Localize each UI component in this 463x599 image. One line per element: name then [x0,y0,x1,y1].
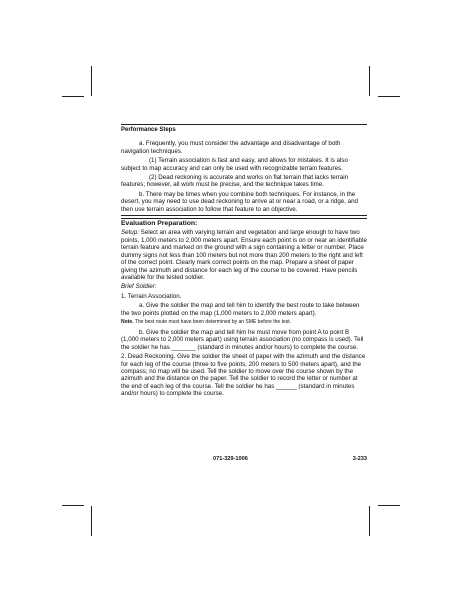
step-a1: (1) Terrain association is fast and easy, and allows for mistakes. It is also subject to map accuracy and can only be used with recognizable terrain features. [121,157,348,172]
setup-paragraph [121,229,367,281]
evaluation-heading: Evaluation Preparation: [121,218,367,227]
step-a2: (2) Dead reckoning is accurate and works on flat terrain that lacks terrain features; however, all work must be precise, and the technique takes time. [121,174,349,189]
crop-mark [91,506,92,536]
step-b: b. There may be times when you combine both techniques. For instance, in the desert, you may need to use dead reckoning to arrive at or near a road, or a ridge, and then use terrain association to follow that feature to an objective. [121,191,367,216]
page-number: 3-233 [352,456,367,462]
note-label: Note. [121,318,134,325]
crop-mark [378,505,400,506]
item-1: 1. Terrain Association. [121,292,182,300]
crop-mark [91,66,92,96]
section-title: Performance Steps [121,127,176,133]
crop-mark [62,505,84,506]
setup-text: Select an area with varying terrain and vegetation and large enough to have two points, 1,000 meters to 2,000 meters apart. Ensure each point is on or near an identifiable terrain feature and marked on the ground with a sign containing a letter or number. Place dummy signs not less than 100 meters but not more than 200 meters to the right and left of the correct point. Clearly mark correct points on the map. Prepare a sheet of paper giving the azimuth and distance for each leg of the course to be covered. Have pencils available for the tested soldier. [121,229,367,281]
note-text: The best route must have been determined by an SME before the test. [134,318,292,325]
step-a: a. Frequently, you must consider the advantage and disadvantage of both navigation techniques. [121,140,341,155]
brief-label: Brief Soldier: [121,283,157,291]
crop-mark [369,506,370,536]
page-content [121,124,367,400]
note [121,319,367,325]
setup-label: Setup: [121,229,139,237]
top-rule [121,124,367,125]
item-1b: b. Give the soldier the map and tell him he must move from point A to point B (1,000 meters to 2,000 meters apart) using terrain association (no compass is used). Tell the soldier he has _______ (standard in minutes and/or hours) to complete the course. [121,328,364,351]
crop-mark [378,96,400,97]
item-2: 2. Dead Reckoning. Give the soldier the sheet of paper with the azimuth and the distance for each leg of the course (three to five points, 200 meters to 500 meters apart), and the compass; no map will be used. Tell the soldier to move over the course shown by the azimuth and the distance on the paper. Tell the soldier to record the letter or number at the end of each leg of the course. Tell the soldier he has ______ (standard in minutes and/or hours) to complete the course. [121,353,366,398]
crop-mark [369,66,370,96]
item-1a: a. Give the soldier the map and tell him to identify the best route to take between the two points plotted on the map (1,000 meters to 2,000 meters apart). [121,302,360,317]
document-code: 071-329-1006 [213,456,248,462]
crop-mark [62,96,84,97]
